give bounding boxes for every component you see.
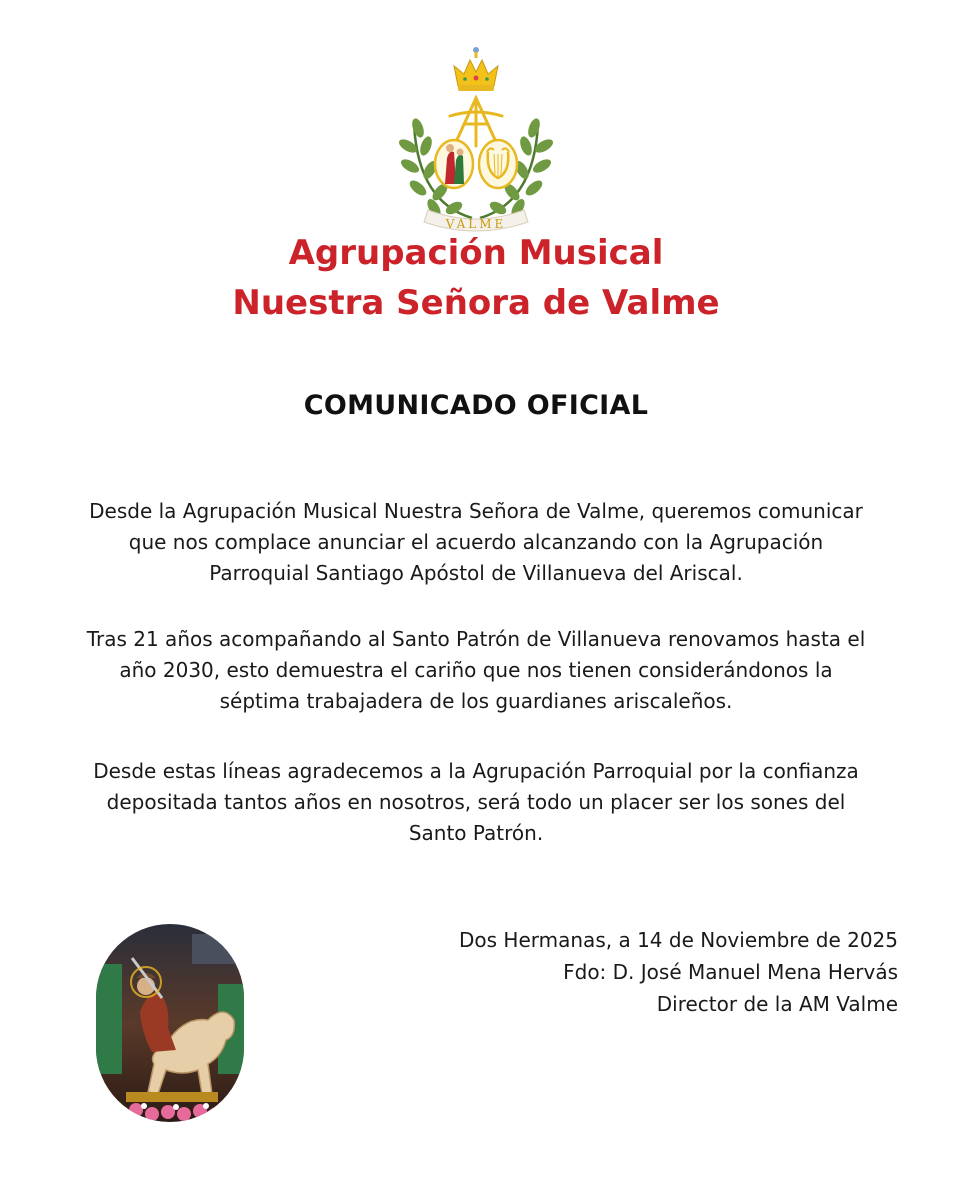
signed-by: Fdo: D. José Manuel Mena Hervás xyxy=(563,960,898,984)
signer-role: Director de la AM Valme xyxy=(656,992,898,1016)
signature-block xyxy=(338,924,898,1020)
organization-name-line: Nuestra Señora de Valme xyxy=(232,283,720,323)
paragraph-line: año 2030, esto demuestra el cariño que nos tienen considerándonos la xyxy=(119,658,833,682)
body-paragraph xyxy=(40,756,912,849)
saints-medallion-icon xyxy=(435,140,473,188)
paragraph-line: séptima trabajadera de los guardianes ariscaleños. xyxy=(219,689,733,713)
paragraph-line: Santo Patrón. xyxy=(408,821,544,845)
crest-banner-text: VALME xyxy=(445,217,507,231)
santiago-photo xyxy=(96,924,244,1122)
document-title: COMUNICADO OFICIAL xyxy=(303,390,649,421)
paragraph-line: depositada tantos años en nosotros, será todo un placer ser los sones del xyxy=(106,790,846,814)
paragraph-line: Desde la Agrupación Musical Nuestra Señora de Valme, queremos comunicar xyxy=(89,499,863,523)
valme-crest-logo xyxy=(398,42,554,234)
body-paragraph xyxy=(40,624,912,717)
organization-name-line: Agrupación Musical xyxy=(288,233,664,273)
lyre-medallion-icon xyxy=(479,140,517,188)
paragraph-line: que nos complace anunciar el acuerdo alcanzando con la Agrupación xyxy=(128,530,824,554)
body-paragraph xyxy=(40,496,912,589)
marian-monogram-icon xyxy=(450,98,502,146)
place-and-date: Dos Hermanas, a 14 de Noviembre de 2025 xyxy=(459,928,898,952)
paragraph-line: Desde estas líneas agradecemos a la Agrupación Parroquial por la confianza xyxy=(93,759,859,783)
paragraph-line: Parroquial Santiago Apóstol de Villanueva del Ariscal. xyxy=(209,561,743,585)
organization-name xyxy=(0,228,952,328)
paragraph-line: Tras 21 años acompañando al Santo Patrón de Villanueva renovamos hasta el xyxy=(86,627,866,651)
crown-icon xyxy=(454,47,498,91)
